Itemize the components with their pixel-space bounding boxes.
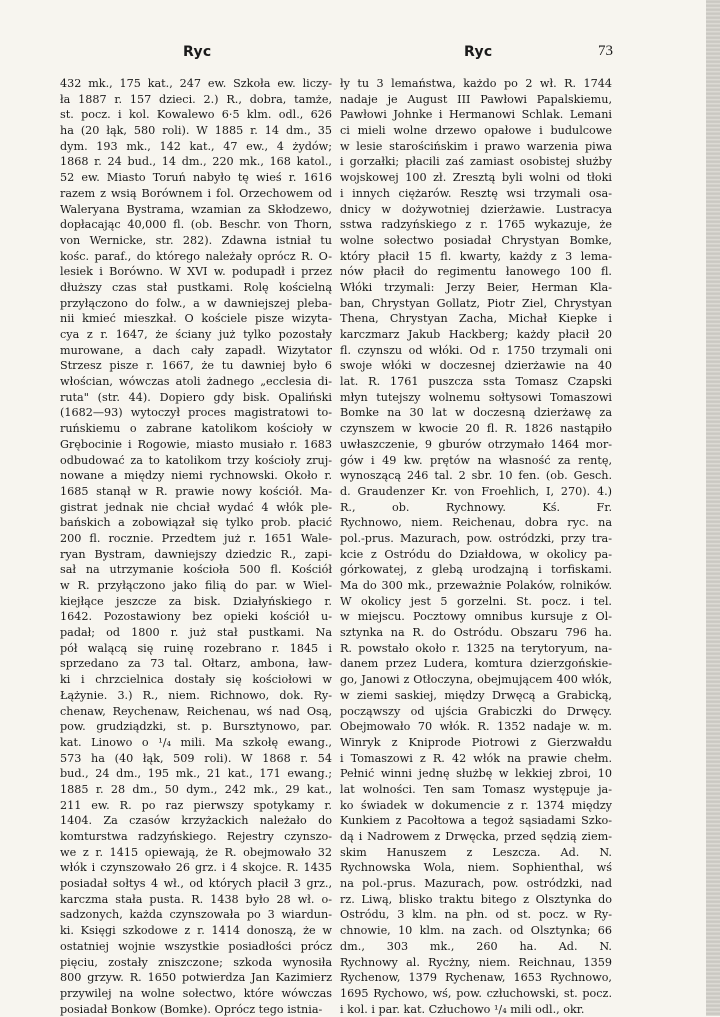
text-line: d. Graudenzer Kr. von Froehlich, I, 270). 4.) <box>340 484 612 498</box>
text-line: ły tu 3 lemaństwa, każdo po 2 wł. R. 1744 <box>340 77 612 90</box>
text-line: ha (20 łąk, 580 roli). W 1885 r. 14 dm., 35 <box>60 124 332 138</box>
text-line: nadaje je August III Pawłowi Papalskiemu, <box>340 92 612 106</box>
text-line: Łążynie. 3.) R., niem. Richnowo, dok. Ry- <box>60 688 332 702</box>
text-line: ruta" (str. 44). Dopiero gdy bisk. Opaliński <box>60 390 332 404</box>
text-line: w ziemi saskiej, między Drwęcą a Grabicką, <box>340 688 612 702</box>
text-line: R., ob. Rychnowy. Kś. Fr. <box>340 500 612 514</box>
text-line: dłuższy czas stał pustkami. Rolę kościelną <box>60 280 332 294</box>
text-line: nii kmieć mieszkał. O kościele pisze wizyta- <box>60 312 332 326</box>
text-line: sprzedano za 73 tal. Ołtarz, ambona, ław- <box>60 657 332 671</box>
text-line: począwszy od ujścia Grabiczki do Drwęcy. <box>340 704 612 718</box>
text-line: i kol. i par. kat. Człuchowo ¹/₄ mili odl., okr. <box>340 1002 585 1016</box>
left-text-column <box>60 76 332 1017</box>
text-line: ki i chrzcielnica dostały się kościołowi w <box>60 673 332 687</box>
text-line: sadzonych, każda czynszowała po 3 wiardun- <box>60 908 332 922</box>
text-line: Rychnowy al. Rycżny, niem. Reichnau, 1359 <box>340 955 612 969</box>
text-line: Grębocinie i Rogowie, miasto musiało r. 1683 <box>60 437 332 451</box>
text-line: go, Janowi z Otłoczyna, obejmującem 400 włók, <box>340 673 612 687</box>
text-line: karczmarz Jakub Hackberg; każdy płacił 20 <box>340 328 612 341</box>
text-line: nów płacił do regimentu łanowego 100 fl. <box>340 265 612 279</box>
text-line: chnowie, 10 klm. na zach. od Olsztynka; 66 <box>340 924 612 938</box>
text-line: dopłacając 40,000 fl. (ob. Beschr. von Thorn, <box>60 218 332 232</box>
text-line: R. powstało około r. 1325 na terytoryum, na- <box>340 641 612 655</box>
text-line: von Wernicke, str. 282). Zdawna istniał tu <box>60 233 332 247</box>
text-line: wolne sołectwo posiadał Chrystyan Bomke, <box>340 233 612 247</box>
text-line: Winryk z Kniprode Piotrowi z Gierzwałdu <box>340 735 612 749</box>
text-line: st. pocz. i kol. Kowalewo 6·5 klm. odl., 626 <box>60 108 332 122</box>
text-line: dą i Nadrowem z Drwęcka, przed sędzią ziem- <box>340 830 612 843</box>
text-line: posiadał Bonkow (Bomke). Oprócz tego istnia- <box>60 1002 323 1016</box>
text-line: ostatniej wojnie wszystkie posiadłości prócz <box>60 939 332 953</box>
text-line: fl. czynszu od włóki. Od r. 1750 trzymali oni <box>340 343 612 357</box>
text-line: pięciu, zostały zniszczone; szkoda wynosiła <box>60 955 332 969</box>
text-line: pol.-prus. Mazurach, pow. ostródzki, przy tra- <box>340 531 612 545</box>
text-line: kat. Linowo o ¹/₄ mili. Ma szkołę ewang., <box>60 735 332 749</box>
text-line: Pełnić winni jednę służbę w lekkiej zbroi, 10 <box>340 767 612 781</box>
text-line: Włóki trzymali: Jerzy Beier, Herman Kla- <box>340 280 612 294</box>
text-line: wynoszącą 246 tal. 2 sbr. 10 fen. (ob. Gesch. <box>340 469 612 483</box>
text-line: górkowatej, z glebą urodzajną i torfiskami. <box>340 563 612 577</box>
text-line: kośc. paraf., do którego należały oprócz R. O- <box>60 249 332 263</box>
text-line: 211 ew. R. po raz pierwszy spotykamy r. <box>60 798 332 812</box>
left-running-head: Ryc <box>183 44 212 60</box>
text-line: sztynka na R. do Ostródu. Obszaru 796 ha. <box>340 626 612 640</box>
text-line: czynszem w kwocie 20 fl. R. 1826 nastąpiło <box>340 422 612 436</box>
text-line: murowane, a dach cały zapadł. Wizytator <box>60 343 332 357</box>
text-line: przyłączono do folw., a w dawniejszej plebа- <box>60 296 332 310</box>
text-line: padał; od 1800 r. już stał pustkami. Na <box>60 626 332 640</box>
text-line: wojskowej 100 zł. Zresztą byli wolni od tłoki <box>340 171 612 185</box>
text-line: Obejmowało 70 włók. R. 1352 nadaje w. m. <box>340 720 612 734</box>
text-line: 52 ew. Miasto Toruń nabyło tę wieś r. 1616 <box>60 171 332 185</box>
text-line: 1695 Rychowo, wś, pow. człuchowski, st. pocz. <box>340 986 612 1000</box>
text-line: (1682—93) wytoczył proces magistratowi to- <box>60 406 332 420</box>
text-line: włościan, wówczas atoli żadnego „ecclesia di- <box>60 375 332 389</box>
text-line: Ostródu, 3 klm. na płn. od st. pocz. w Ry- <box>340 908 612 922</box>
text-line: i gorzałki; płacili zaś zamiast osobistej służby <box>340 155 612 169</box>
text-line: 800 grzyw. R. 1650 potwierdza Jan Kazimierz <box>60 971 332 985</box>
text-line: kiejłące jeszcze za bisk. Działyńskiego r. <box>60 594 332 608</box>
text-line: włók i czynszowało 26 grz. i 4 skojce. R. 1435 <box>60 861 332 875</box>
text-line: Rychnowska Wola, niem. Sophienthal, wś <box>340 861 612 875</box>
page-edge-shadow <box>706 0 720 1016</box>
text-line: Rychnowo, niem. Reichenau, dobra ryc. na <box>340 516 612 530</box>
text-line: Ma do 300 mk., przeważnie Polaków, rolników. <box>340 579 612 592</box>
page-number: 73 <box>598 43 613 59</box>
text-line: bańskich a zobowiązał się tylko prob. płacić <box>60 516 332 530</box>
text-line: w lesie starościńskim i prawo warzenia piwa <box>340 139 612 153</box>
text-line: gistrat jednak nie chciał wydać 4 włók ple- <box>60 500 332 514</box>
text-line: dm., 303 mk., 260 ha. Ad. N. <box>340 939 612 953</box>
text-line: Rychenow, 1379 Rychenaw, 1653 Rychnowo, <box>340 971 612 985</box>
text-line: ci mieli wolne drzewo opałowe i budulcowe <box>340 124 612 138</box>
text-line: Strzesz pisze r. 1667, że tu dawniej było 6 <box>60 359 332 373</box>
text-line: swoje włóki w doczesnej dzierżawie na 40 <box>340 359 612 373</box>
text-line: odbudować za to katolikom trzy kościoły zruj- <box>60 453 332 467</box>
text-line: nowane a między niemi rychnowski. Około r. <box>60 469 332 483</box>
text-line: cya z r. 1647, że ściany już tylko pozostały <box>60 328 332 341</box>
text-line: lat wolności. Ten sam Tomasz występuje ja- <box>340 782 612 796</box>
text-line: 573 ha (40 łąk, 509 roli). W 1868 r. 54 <box>60 751 332 765</box>
text-line: 1885 r. 28 dm., 50 dym., 242 mk., 29 kat., <box>60 782 332 796</box>
text-line: W okolicy jest 5 gorzelni. St. pocz. i tel. <box>340 594 612 608</box>
text-line: we z r. 1415 opiewają, że R. obejmowało 32 <box>60 845 332 859</box>
text-line: bud., 24 dm., 195 mk., 21 kat., 171 ewang.; <box>60 767 332 781</box>
text-line: ła 1887 r. 157 dzieci. 2.) R., dobra, tamże, <box>60 92 332 106</box>
text-line: danem przez Ludera, komtura dzierzgońskie- <box>340 657 612 671</box>
text-line: skim Hanuszem z Leszcza. Ad. N. <box>340 845 612 859</box>
text-line: ki. Księgi szkodowe z r. 1414 donoszą, że w <box>60 924 332 938</box>
text-line: kcie z Ostródu do Działdowa, w okolicy pa- <box>340 547 612 561</box>
right-running-head: Ryc <box>464 44 493 60</box>
text-line: gów i 49 kw. prętów na własność za rentę, <box>340 453 612 467</box>
text-line: 1642. Pozostawiony bez opieki kościół u- <box>60 610 332 624</box>
text-line: sstwa radzyńskiego z r. 1765 wykazuje, że <box>340 218 612 232</box>
text-line: ban, Chrystyan Gollatz, Piotr Ziel, Chrystyan <box>340 296 612 310</box>
text-line: ruńskiemu o zabrane katolikom kościoły w <box>60 422 332 436</box>
text-line: 200 fl. rocznie. Przedtem już r. 1651 Wale- <box>60 531 332 545</box>
text-line: i Tomaszowi z R. 42 włók na prawie chełm. <box>340 751 612 765</box>
text-line: Pawłowi Johnke i Hermanowi Schlak. Lemani <box>340 108 612 122</box>
text-line: sał na utrzymanie kościoła 500 fl. Kościół <box>60 563 332 577</box>
text-line: 1404. Za czasów krzyżackich należało do <box>60 814 332 828</box>
text-line: na pol.-prus. Mazurach, pow. ostródzki, nad <box>340 877 612 891</box>
text-line: Kunkiem z Pacołtowa a tegoż sąsiadami Szko- <box>340 814 612 828</box>
text-line: pół walącą się ruinę rozebrano r. 1845 i <box>60 641 332 655</box>
text-line: razem z wsią Borównem i fol. Orzechowem od <box>60 186 332 200</box>
text-line: uwłaszczenie, 9 gburów otrzymało 1464 mor- <box>340 437 612 451</box>
text-line: i innych ciężarów. Resztę wsi trzymali osa- <box>340 186 612 200</box>
text-line: rz. Liwą, blisko traktu bitego z Olsztynka do <box>340 892 612 906</box>
text-line: 1685 stanął w R. prawie nowy kościół. Ma- <box>60 484 332 498</box>
text-line: lat. R. 1761 puszcza ssta Tomasz Czapski <box>340 375 612 389</box>
text-line: komturstwa radzyńskiego. Rejestry czynszo- <box>60 830 332 843</box>
text-line: Bomke na 30 lat w doczesną dzierżawę za <box>340 406 612 420</box>
text-line: chenaw, Reychenaw, Reichenau, wś nad Osą, <box>60 704 332 718</box>
text-line: 432 mk., 175 kat., 247 ew. Szkoła ew. liczy- <box>60 77 332 90</box>
text-line: 1868 r. 24 bud., 14 dm., 220 mk., 168 katol., <box>60 155 332 169</box>
text-line: posiadał sołtys 4 wł., od których płacił 3 grz., <box>60 877 332 891</box>
text-line: w miejscu. Pocztowy omnibus kursuje z Ol- <box>340 610 612 624</box>
text-line: pow. grudziądzki, st. p. Bursztynowo, par. <box>60 720 332 734</box>
text-line: dnicy w dożywotniej dzierżawie. Lustracya <box>340 202 612 216</box>
text-line: dym. 193 mk., 142 kat., 47 ew., 4 żydów; <box>60 139 332 153</box>
text-line: lesiek i Borówno. W XVI w. podupadł i przez <box>60 265 332 279</box>
text-line: młyn tutejszy wolnemu sołtysowi Tomaszowi <box>340 390 612 404</box>
text-line: Thena, Chrystyan Zacha, Michał Kiepke i <box>340 312 612 326</box>
text-line: Waleryana Bystrama, wzamian za Skłodzewo, <box>60 202 332 216</box>
text-line: karczma stała pusta. R. 1438 było 28 wł. o- <box>60 892 332 906</box>
text-line: przywilej na wolne sołectwo, które wówczas <box>60 986 332 1000</box>
text-line: który płacił 15 fl. kwarty, każdy z 3 lema- <box>340 249 612 263</box>
right-text-column <box>340 76 612 1017</box>
text-line: ryan Bystram, dawniejszy dziedzic R., zapi- <box>60 547 332 561</box>
text-line: w R. przyłączono jako filią do par. w Wiel- <box>60 579 332 592</box>
text-line: ko świadek w dokumencie z r. 1374 między <box>340 798 612 812</box>
